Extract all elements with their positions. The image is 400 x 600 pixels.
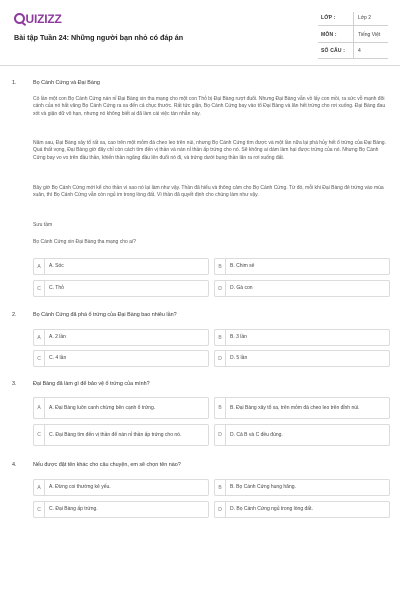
question-text: Bọ Cánh Cứng xin Đại Bàng tha mạng cho ai? <box>33 239 136 245</box>
passage-title: Bọ Cánh Cứng và Đại Bàng <box>33 80 100 86</box>
option-letter: C <box>34 281 45 296</box>
option-letter: A <box>34 330 45 345</box>
passage-paragraph: Năm sau, Đại Bàng xây tổ rất xa, cao trên một mỏm đá cheo leo trên núi, nhưng Bọ Cánh Cứng tìm được và một lần nữa lại phá hủy hết ổ trứng của Đại Bàng. Quá thất vọng, Đại Bàng giờ đây chỉ còn cách tìm đến vị thần và nán nỉ thần ấp trứng cho nó. Sẽ không ai dám làm hại được trứng của nó. Nhưng Bọ Cánh Cứng bay vo vo trên đầu thần, khiến thần ngẩng đầu lên đuổi nó đi, và trứng dưới bụng thần lăn ra rơi xuống đất. <box>33 140 386 161</box>
option-text: D. Cả B và C đều đúng. <box>230 431 283 438</box>
meta-count-label: SỐ CÂU : <box>321 48 346 54</box>
question-text: Đại Bàng đã làm gì để bảo vệ ổ trứng của mình? <box>33 381 150 387</box>
option-text: C. 4 lần <box>49 355 67 362</box>
question-number: 2. <box>12 312 17 318</box>
option-text: B. 3 lần <box>230 334 247 341</box>
option-b[interactable] <box>214 329 390 346</box>
option-a[interactable] <box>33 479 209 496</box>
question-number: 1. <box>12 80 17 86</box>
passage-paragraph: Bây giờ Bọ Cánh Cứng mới kể cho thần vì sao nó lại làm như vậy. Thần đã hiểu và thông cảm cho Bọ Cánh Cứng. Từ đó, mỗi khi Đại Bàng đẻ trứng vào mùa xuân, thì Bọ Cánh Cứng vẫn còn ngủ im trong lòng đất. Vì thần đã quyết định cho chúng làm như vậy. <box>33 185 384 199</box>
option-c[interactable] <box>33 424 209 446</box>
meta-count-value: 4 <box>358 48 361 54</box>
logo-text: UIZIZZ <box>25 12 62 26</box>
option-letter: B <box>215 398 226 418</box>
option-text: C. Đại Bàng tìm đến vị thần để nán nỉ thần ấp trứng cho nó. <box>49 431 182 438</box>
option-text: D. Gà con <box>230 285 253 292</box>
option-a[interactable] <box>33 329 209 346</box>
option-text: B. Bọ Cánh Cứng hung hăng. <box>230 484 296 491</box>
option-d[interactable] <box>214 424 390 446</box>
option-text: B. Chim sẻ <box>230 263 255 270</box>
option-text: A. Sóc <box>49 263 64 270</box>
option-a[interactable] <box>33 258 209 275</box>
option-letter: A <box>34 480 45 495</box>
option-text: A. Đại Bàng luôn canh chừng bên cạnh ổ trứng. <box>49 404 156 411</box>
option-a[interactable] <box>33 397 209 419</box>
option-letter: B <box>215 480 226 495</box>
question-text: Bọ Cánh Cứng đã phá ổ trứng của Đại Bàng bao nhiêu lần? <box>33 312 177 318</box>
worksheet-header <box>0 0 400 66</box>
passage-paragraph: Có lần một con Bọ Cánh Cứng nán nỉ Đại Bàng xin tha mạng cho một con Thỏ bị Đại Bàng rượt đuổi. Nhưng Đại Bàng vẫn vồ lấy con mồi, ra sức vỗ mạnh đôi cánh của nó hất văng Bọ Cánh Cứng ra xa đến cả chục thước. Rất tức giận, Bọ Cánh Cứng bay vào tổ Đại Bàng và lăn hết trứng cho rơi xuống. Đại Bàng đau xót và giận dữ vô hạn, nhưng nó không biết ai đã làm cái việc tàn nhẫn này. <box>33 96 386 117</box>
meta-class-value: Lớp 2 <box>358 15 372 21</box>
option-c[interactable] <box>33 280 209 297</box>
passage-source: Sưu tầm <box>33 222 53 228</box>
meta-subject <box>318 29 388 43</box>
question-number: 3. <box>12 381 17 387</box>
worksheet-title: Bài tập Tuần 24: Những người bạn nhỏ có đáp án <box>14 33 184 42</box>
option-text: B. Đại Bàng xây tổ xa, trên mỏm đá cheo leo trên đỉnh núi. <box>230 404 360 411</box>
option-letter: D <box>215 351 226 366</box>
option-letter: C <box>34 502 45 517</box>
meta-subject-label: MÔN : <box>321 32 337 38</box>
option-text: C. Thỏ <box>49 285 64 292</box>
meta-question-count <box>318 45 388 59</box>
option-text: A. Đừng coi thường kẻ yếu. <box>49 484 111 491</box>
option-c[interactable] <box>33 501 209 518</box>
logo-q-mark <box>14 13 25 24</box>
option-d[interactable] <box>214 280 390 297</box>
meta-class-label: LỚP : <box>321 15 336 21</box>
option-letter: A <box>34 259 45 274</box>
option-c[interactable] <box>33 350 209 367</box>
option-letter: D <box>215 425 226 445</box>
option-text: D. 5 lần <box>230 355 248 362</box>
question-number: 4. <box>12 462 17 468</box>
option-letter: C <box>34 425 45 445</box>
option-letter: C <box>34 351 45 366</box>
option-b[interactable] <box>214 258 390 275</box>
question-text: Nếu được đặt tên khác cho câu chuyện, em sẽ chọn tên nào? <box>33 462 181 468</box>
meta-subject-value: Tiếng Việt <box>358 32 381 38</box>
meta-class <box>318 12 388 26</box>
option-d[interactable] <box>214 350 390 367</box>
option-text: C. Đại Bàng ấp trứng. <box>49 506 98 513</box>
option-b[interactable] <box>214 479 390 496</box>
option-b[interactable] <box>214 397 390 419</box>
option-text: D. Bọ Cánh Cứng ngủ trong lòng đất. <box>230 506 313 513</box>
option-letter: B <box>215 330 226 345</box>
option-letter: D <box>215 502 226 517</box>
quizizz-logo <box>14 12 62 26</box>
option-text: A. 2 lần <box>49 334 66 341</box>
option-letter: D <box>215 281 226 296</box>
option-letter: A <box>34 398 45 418</box>
option-d[interactable] <box>214 501 390 518</box>
option-letter: B <box>215 259 226 274</box>
